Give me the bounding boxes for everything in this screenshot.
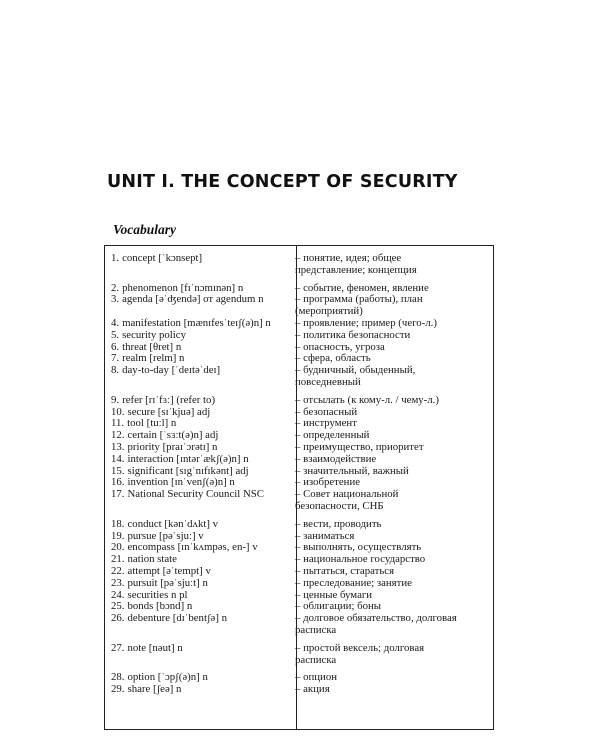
- definition-line: – преимущество, приоритет: [295, 440, 424, 453]
- entry-term: encompass [ɪnˈkʌmpəs, en-] v: [127, 541, 258, 554]
- entry-term: note [nəut] n: [127, 641, 183, 654]
- term-cell: [105, 489, 289, 513]
- definition-line: – ценные бумаги: [295, 588, 373, 601]
- definition-cell: [289, 454, 487, 466]
- entry-term: share [ʃeə] n: [127, 683, 182, 696]
- definition-cell: [289, 318, 487, 330]
- entry-term: nation state: [127, 553, 177, 566]
- definition-line: – изобретение: [295, 476, 361, 489]
- table-row: [105, 566, 493, 578]
- entry-number: 26.: [111, 612, 125, 625]
- entry-term: pursuit [pəˈsjuːt] n: [127, 576, 208, 589]
- definition-line: – понятие, идея; общее: [295, 252, 402, 264]
- entry-term: National Security Council NSC: [127, 488, 264, 501]
- term-cell: [105, 442, 289, 454]
- term-cell: [105, 365, 289, 389]
- entry-term: significant [sɪgˈnɪfɪkənt] adj: [127, 464, 249, 477]
- entry-term: conduct [kənˈdʌkt] v: [127, 517, 219, 530]
- entry-number: 3.: [111, 293, 120, 306]
- table-row: [105, 489, 493, 513]
- entry-term: realm [relm] n: [122, 352, 185, 365]
- definition-cell: [289, 489, 487, 513]
- definition-line: (мероприятий): [295, 305, 363, 318]
- entry-number: 17.: [111, 488, 125, 501]
- entry-number: 24.: [111, 588, 125, 601]
- definition-line: – акция: [295, 683, 330, 696]
- entry-term: priority [praɪˈɔrətɪ] n: [127, 440, 218, 453]
- entry-number: 8.: [111, 364, 120, 377]
- entry-term: bonds [bɔnd] n: [127, 600, 193, 613]
- definition-line: – политика безопасности: [295, 328, 411, 341]
- definition-line: расписка: [295, 623, 337, 636]
- entry-term: manifestation [mænɪfesˈteɪʃ(ə)n] n: [122, 316, 271, 329]
- definition-line: – преследование; занятие: [295, 576, 412, 589]
- term-cell: [105, 318, 289, 330]
- entry-term: certain [ˈsɜːt(ə)n] adj: [127, 429, 219, 442]
- entry-number: 4.: [111, 316, 120, 329]
- entry-term: refer [rɪˈfɜː] (refer to): [122, 393, 216, 406]
- table-row: [105, 318, 493, 330]
- definition-line: – пытаться, стараться: [295, 564, 395, 577]
- definition-line: – простой вексель; долговая: [295, 641, 425, 654]
- entry-number: 1.: [111, 252, 120, 264]
- entry-number: 12.: [111, 429, 125, 442]
- entry-term: security policy: [122, 328, 186, 341]
- term-cell: [105, 294, 289, 318]
- definition-cell: [289, 613, 487, 637]
- entry-term: securities n pl: [127, 588, 188, 601]
- definition-line: – сфера, область: [295, 352, 371, 365]
- definition-line: – долговое обязательство, долговая: [295, 612, 457, 625]
- term-cell: [105, 253, 289, 277]
- entry-number: 23.: [111, 576, 125, 589]
- definition-line: – проявление; пример (чего-л.): [295, 316, 437, 329]
- definition-line: – национальное государство: [295, 553, 426, 566]
- entry-term: tool [tuːl] n: [127, 417, 177, 430]
- table-row: [105, 613, 493, 637]
- definition-line: – определенный: [295, 429, 370, 442]
- definition-line: – вести, проводить: [295, 517, 382, 530]
- table-row: [105, 330, 493, 342]
- definition-line: – заниматься: [295, 529, 355, 542]
- entry-number: 13.: [111, 440, 125, 453]
- definition-cell: [289, 395, 487, 407]
- entry-number: 11.: [111, 417, 125, 430]
- entry-term: day-to-day [ˈdeɪtəˈdeɪ]: [122, 364, 221, 377]
- entry-number: 20.: [111, 541, 125, 554]
- definition-line: – инструмент: [295, 417, 357, 430]
- entry-term: threat [θret] n: [122, 340, 182, 353]
- entry-number: 9.: [111, 393, 120, 406]
- entry-number: 27.: [111, 641, 125, 654]
- definition-cell: [289, 330, 487, 342]
- entry-number: 16.: [111, 476, 125, 489]
- entry-number: 2.: [111, 281, 120, 294]
- entry-number: 21.: [111, 553, 125, 566]
- definition-line: – выполнять, осуществлять: [295, 541, 422, 554]
- entry-term: option [ˈɔpʃ(ə)n] n: [127, 671, 208, 684]
- entry-term: phenomenon [fɪˈnɔmɪnən] n: [122, 281, 244, 294]
- definition-line: – программа (работы), план: [295, 293, 423, 306]
- table-row: [105, 578, 493, 590]
- entry-number: 28.: [111, 671, 125, 684]
- entry-term: debenture [dɪˈbentʃə] n: [127, 612, 228, 625]
- definition-line: – взаимодействие: [295, 452, 377, 465]
- definition-cell: [289, 365, 487, 389]
- definition-line: – значительный, важный: [295, 464, 409, 477]
- entry-number: 29.: [111, 683, 125, 696]
- definition-line: – облигации; боны: [295, 600, 382, 613]
- entry-term: interaction [ɪntərˈækʃ(ə)n] n: [127, 452, 249, 465]
- table-row: [105, 684, 493, 696]
- entry-number: 15.: [111, 464, 125, 477]
- definition-cell: [289, 684, 487, 696]
- term-cell: [105, 566, 289, 578]
- entry-number: 14.: [111, 452, 125, 465]
- definition-line: расписка: [295, 653, 337, 666]
- entry-number: 19.: [111, 529, 125, 542]
- entry-term: concept [ˈkɔnsept]: [122, 252, 203, 264]
- entry-number: 25.: [111, 600, 125, 613]
- table-row: [105, 519, 493, 531]
- definition-cell: [289, 578, 487, 590]
- vocabulary-rows: [105, 253, 493, 696]
- term-cell: [105, 330, 289, 342]
- definition-line: – опцион: [295, 671, 338, 684]
- definition-cell: [289, 519, 487, 531]
- definition-line: повседневный: [295, 375, 361, 388]
- definition-line: – опасность, угроза: [295, 340, 385, 353]
- unit-title: UNIT I. THE CONCEPT OF SECURITY: [107, 172, 458, 192]
- term-cell: [105, 684, 289, 696]
- entry-number: 22.: [111, 564, 125, 577]
- entry-term: attempt [əˈtempt] v: [127, 564, 211, 577]
- entry-number: 5.: [111, 328, 120, 341]
- term-cell: [105, 578, 289, 590]
- term-cell: [105, 613, 289, 637]
- term-cell: [105, 519, 289, 531]
- term-cell: [105, 454, 289, 466]
- table-row: [105, 442, 493, 454]
- definition-cell: [289, 253, 487, 277]
- entry-number: 6.: [111, 340, 120, 353]
- definition-line: безопасности, СНБ: [295, 499, 384, 512]
- entry-term: invention [ɪnˈvenʃ(ə)n] n: [127, 476, 235, 489]
- definition-line: – безопасный: [295, 405, 358, 418]
- term-cell: [105, 395, 289, 407]
- entry-number: 10.: [111, 405, 125, 418]
- entry-term: pursue [pəˈsjuː] v: [127, 529, 204, 542]
- definition-line: – будничный, обыденный,: [295, 364, 416, 377]
- entry-number: 18.: [111, 517, 125, 530]
- definition-line: представление; концепция: [295, 263, 417, 276]
- term-cell: [105, 643, 289, 667]
- definition-line: – Совет национальной: [295, 488, 399, 501]
- definition-line: – отсылать (к кому-л. / чему-л.): [295, 393, 439, 406]
- definition-cell: [289, 294, 487, 318]
- table-row: [105, 253, 493, 277]
- entry-term: secure [sɪˈkjuə] adj: [127, 405, 211, 418]
- vocabulary-heading: Vocabulary: [113, 222, 177, 237]
- definition-line: – событие, феномен, явление: [295, 281, 429, 294]
- table-row: [105, 294, 493, 318]
- table-row: [105, 643, 493, 667]
- entry-number: 7.: [111, 352, 120, 365]
- table-row: [105, 365, 493, 389]
- definition-cell: [289, 643, 487, 667]
- vocabulary-table: [104, 245, 494, 730]
- entry-term: agenda [əˈʤendə] от agendum n: [122, 293, 264, 306]
- table-row: [105, 395, 493, 407]
- definition-cell: [289, 442, 487, 454]
- definition-cell: [289, 566, 487, 578]
- table-row: [105, 454, 493, 466]
